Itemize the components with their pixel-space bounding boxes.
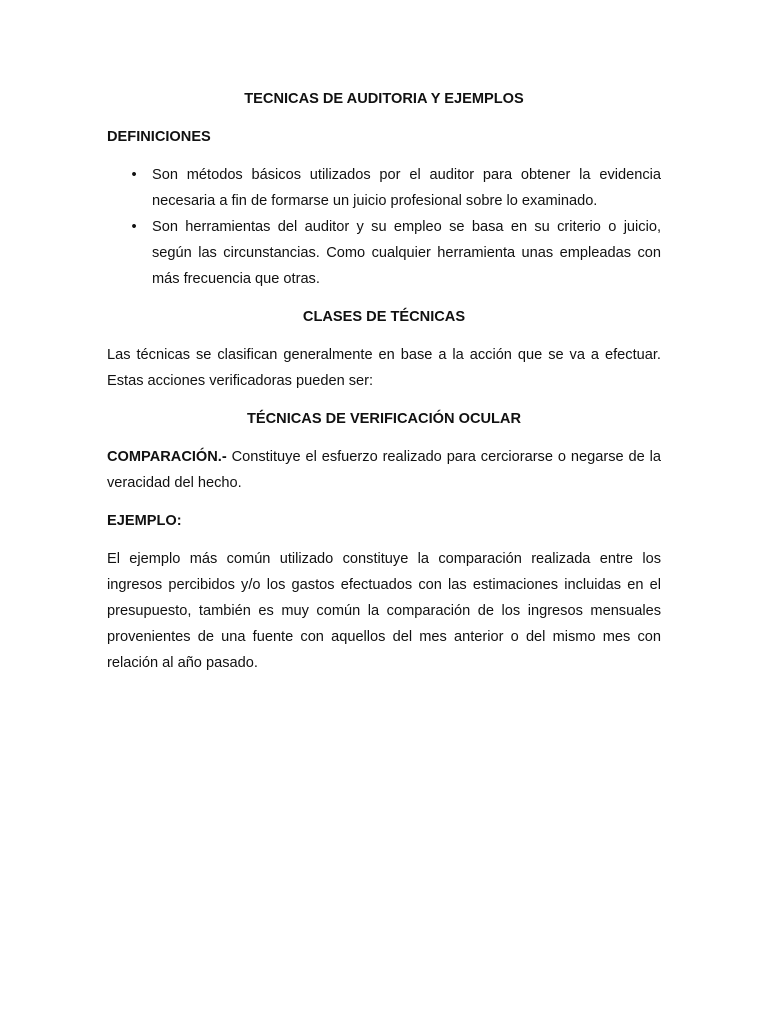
definition-text: Son herramientas del auditor y su empleo se basa en su criterio o juicio, según las circunstancias. Como cualquier herramienta unas empleadas con más frecuencia que otras. (152, 219, 661, 287)
definitions-heading: DEFINICIONES (107, 129, 211, 145)
comparison-paragraph (107, 444, 661, 496)
document-body (107, 86, 661, 676)
definition-text: Son métodos básicos utilizados por el auditor para obtener la evidencia necesaria a fin de formarse un juicio profesional sobre lo examinado. (152, 167, 661, 209)
comparison-text: Constituye el esfuerzo realizado para cerciorarse o negarse de la veracidad del hecho. (107, 449, 661, 491)
classes-paragraph: Las técnicas se clasifican generalmente en base a la acción que se va a efectuar. Estas acciones verificadoras pueden ser: (107, 347, 661, 389)
comparison-label: COMPARACIÓN.- (107, 449, 227, 465)
bullet-icon: • (131, 167, 137, 183)
bullet-icon: • (131, 219, 137, 235)
example-paragraph: El ejemplo más común utilizado constituye la comparación realizada entre los ingresos percibidos y/o los gastos efectuados con las estimaciones incluidas en el presupuesto, también es muy común la comparación de los ingresos mensuales provenientes de una fuente con aquellos del mes anterior o del mismo mes con relación al año pasado. (107, 551, 661, 671)
definitions-list (107, 162, 661, 292)
list-item (107, 162, 661, 214)
ocular-heading: TÉCNICAS DE VERIFICACIÓN OCULAR (246, 411, 522, 427)
example-heading: EJEMPLO: (107, 513, 182, 529)
document-title: TECNICAS DE AUDITORIA Y EJEMPLOS (244, 91, 524, 107)
list-item (107, 214, 661, 292)
classes-heading: CLASES DE TÉCNICAS (302, 309, 466, 325)
